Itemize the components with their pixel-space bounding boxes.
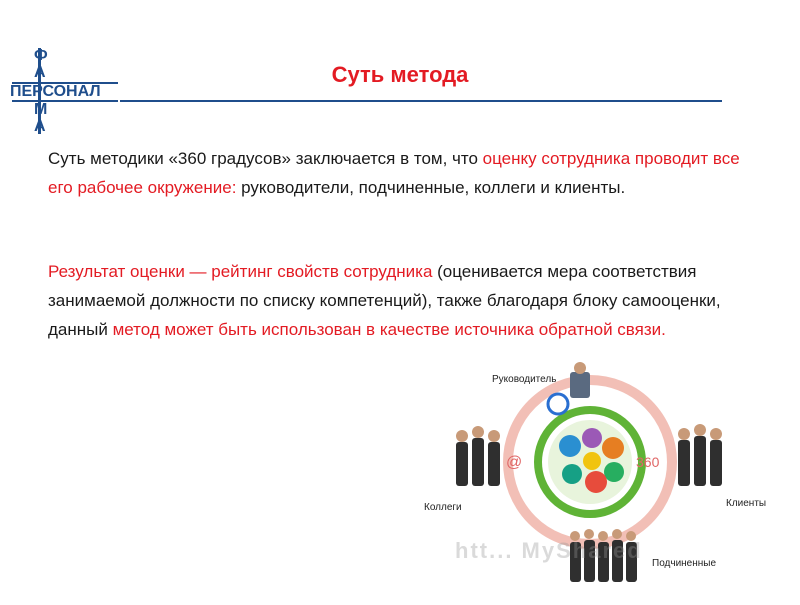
label-colleagues: Коллеги bbox=[424, 502, 462, 513]
logo-word: ПЕРСОНАЛ bbox=[10, 83, 101, 100]
logo-letter: Ф bbox=[34, 47, 48, 64]
label-360: 360 bbox=[636, 454, 660, 470]
managers-group bbox=[570, 362, 590, 398]
gear-icon bbox=[604, 462, 624, 482]
label-subordinates: Подчиненные bbox=[652, 558, 717, 569]
page-title: Суть метода bbox=[331, 62, 469, 87]
logo-letter: А bbox=[34, 118, 46, 135]
paragraph-essence bbox=[48, 144, 760, 202]
paragraph-result bbox=[48, 257, 760, 344]
watermark: htt... MyShared bbox=[455, 538, 643, 563]
paragraph-text: Суть методики «360 градусов» заключается в том, что bbox=[48, 149, 483, 168]
company-logo bbox=[10, 44, 120, 136]
paragraph-highlight: оценку сотрудника проводит все его рабочее окружение: bbox=[48, 149, 740, 197]
logo-letter: А bbox=[34, 64, 46, 81]
gear-icon bbox=[559, 435, 581, 457]
360-diagram-graphic bbox=[410, 362, 800, 600]
paragraph-highlight: Результат оценки — рейтинг свойств сотрудника bbox=[48, 262, 433, 281]
paragraph-text: руководители, подчиненные, коллеги и клиенты. bbox=[236, 178, 626, 197]
label-manager: Руководитель bbox=[492, 374, 557, 385]
label-at: @ bbox=[506, 454, 523, 471]
gear-icon bbox=[602, 437, 624, 459]
logo-letter: М bbox=[34, 101, 48, 118]
paragraph-highlight: метод может быть использован в качестве источника обратной связи. bbox=[112, 320, 666, 339]
colleagues-group bbox=[456, 426, 500, 486]
refresh-arrow-icon bbox=[548, 394, 568, 414]
label-clients: Клиенты bbox=[726, 498, 767, 509]
gear-icon bbox=[582, 428, 602, 448]
gear-icon bbox=[583, 452, 601, 470]
title-divider bbox=[120, 100, 722, 102]
gear-icon bbox=[585, 471, 607, 493]
gear-icon bbox=[562, 464, 582, 484]
paragraph-text: (оценивается мера соответствия занимаемой должности по списку компетенций), также благодаря блоку самооценки, данный bbox=[48, 262, 721, 339]
logo-horizontal-line-bottom bbox=[12, 100, 118, 102]
360-diagram bbox=[410, 362, 800, 600]
clients-group bbox=[678, 424, 722, 486]
